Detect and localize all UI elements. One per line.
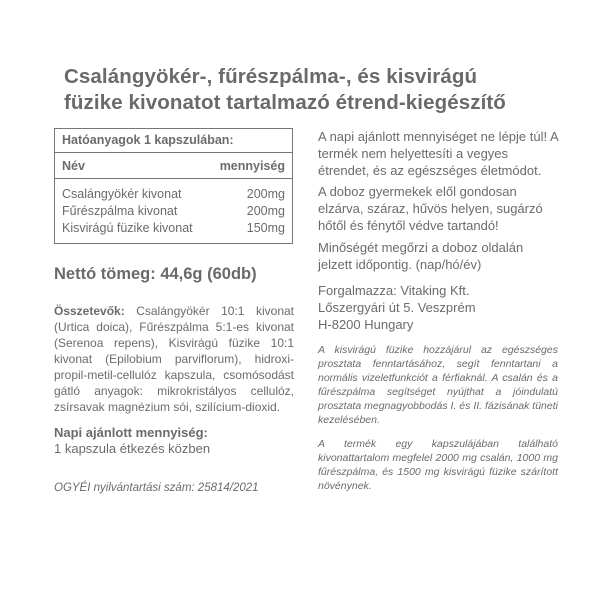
- row-amount: 150mg: [246, 221, 285, 235]
- ingredients-text: Csalángyökér 10:1 kivonat (Urtica doica), Fűrészpálma 5:1-es kivonat (Serenoa repens), Kisvirágú füzike 10:1 kivonat (Epilobium parviflorum), hidroxi-propil-metil-cellulóz kapszula, csomósodást gátló anyagok: mikrokristályos cellulóz, zsírsavak magnézium sói, szilícium-dioxid.: [54, 304, 294, 414]
- ingredients-paragraph: [54, 303, 294, 415]
- distributor-name: Forgalmazza: Vitaking Kft.: [318, 283, 470, 298]
- distributor-address: Lőszergyári út 5. Veszprém: [318, 300, 476, 315]
- active-ingredients-table: [54, 128, 293, 244]
- storage-paragraph: A doboz gyermekek elől gondosan elzárva, száraz, hűvös helyen, sugárzó hőtől és fénytől védve tartandó!: [318, 184, 543, 233]
- product-title: [64, 64, 564, 116]
- row-name: Csalángyökér kivonat: [62, 187, 182, 201]
- distributor-country: H-8200 Hungary: [318, 317, 414, 332]
- row-amount: 200mg: [246, 187, 285, 201]
- table-row: [62, 186, 285, 203]
- dose-text: 1 kapszula étkezés közben: [54, 441, 211, 456]
- dose-heading: Napi ajánlott mennyiség:: [54, 425, 208, 440]
- column-name: Név: [62, 159, 85, 173]
- warning-paragraph: A napi ajánlott mennyiséget ne lépje túl! A termék nem helyettesíti a vegyes étrendet, és az egészséges életmódot.: [318, 129, 558, 178]
- best-before-paragraph: Minőségét megőrzi a doboz oldalán jelzett időpontig. (nap/hó/év): [318, 240, 524, 272]
- table-row: [62, 220, 285, 237]
- net-weight: Nettó tömeg: 44,6g (60db): [54, 265, 257, 283]
- title-line-1: Csalángyökér-, fűrészpálma-, és kisvirágú: [64, 65, 478, 88]
- row-amount: 200mg: [246, 204, 285, 218]
- table-row: [62, 203, 285, 220]
- column-amount: mennyiség: [219, 159, 285, 173]
- distributor-block: [318, 282, 558, 333]
- row-name: Kisvirágú füzike kivonat: [62, 221, 193, 235]
- table-body: [55, 179, 292, 243]
- registration-number: OGYÉI nyilvántartási szám: 25814/2021: [54, 482, 259, 494]
- ingredients-label: Összetevők:: [54, 304, 125, 318]
- title-line-2: füzike kivonatot tartalmazó étrend-kiegészítő: [64, 91, 506, 114]
- health-claim-note: A kisvirágú füzike hozzájárul az egészséges prosztata fenntartásához, segít fenntartani a normális vizeletfunkciót a férfiaknál. A csalán és a fűrészpálma segítséget nyújthat a jóindulatú prosztata megnagyobbodás I. és II. fázisának tüneti kezelésében.: [318, 344, 558, 426]
- row-name: Fűrészpálma kivonat: [62, 204, 178, 218]
- table-column-headers: [55, 153, 292, 179]
- extract-equivalence-note: A termék egy kapszulájában található kivonattartalom megfelel 2000 mg csalán, 1000 mg fűrészpálma, és 1500 mg kisvirágú füzike szárított növénynek.: [318, 438, 558, 492]
- daily-dose: [54, 425, 294, 457]
- table-heading: Hatóanyagok 1 kapszulában:: [55, 129, 292, 153]
